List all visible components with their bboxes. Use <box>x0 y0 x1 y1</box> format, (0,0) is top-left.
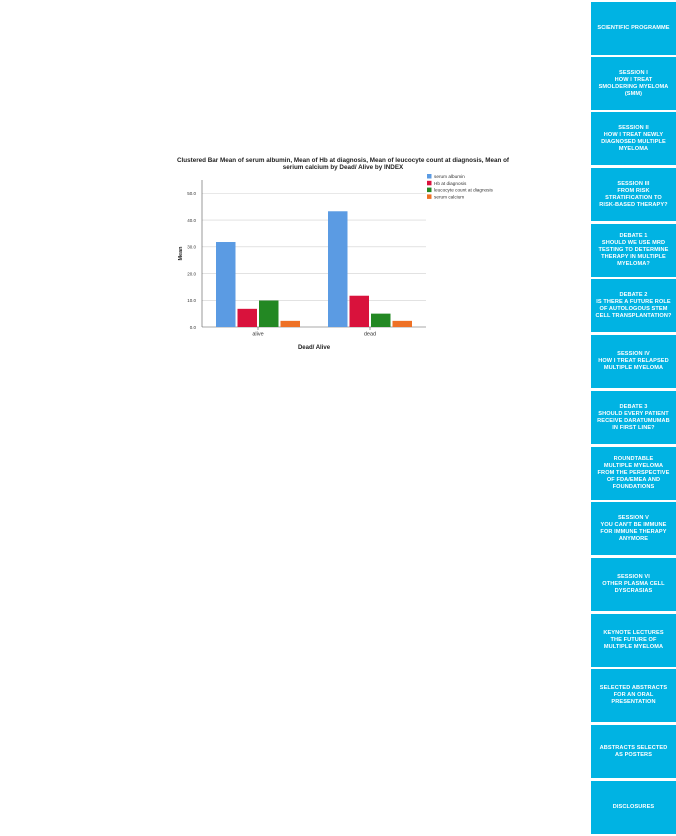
legend-swatch <box>427 188 432 193</box>
x-tick-label: dead <box>363 331 377 338</box>
chart-canvas <box>168 152 518 357</box>
legend-label: Hb at diagnosis <box>434 180 467 186</box>
sidebar-item-label: SESSION II HOW I TREAT NEWLY DIAGNOSED MULTIPLE MYELOMA <box>601 124 666 152</box>
y-axis-title: Mean <box>178 246 184 261</box>
legend-swatch <box>427 174 432 179</box>
sidebar-item-0[interactable] <box>591 2 676 55</box>
sidebar-item-label: DEBATE 2 IS THERE A FUTURE ROLE OF AUTOLOGOUS STEM CELL TRANSPLANTATION? <box>595 291 672 319</box>
sidebar-item-2[interactable] <box>591 112 676 165</box>
bar-leucocyte-count-at-diagnosis-alive <box>259 301 279 327</box>
x-axis-title: Dead/ Alive <box>297 345 331 351</box>
sidebar-item-label: DEBATE 3 SHOULD EVERY PATIENT RECEIVE DARATUMUMAB IN FIRST LINE? <box>597 403 670 431</box>
sidebar-item-label: SESSION I HOW I TREAT SMOLDERING MYELOMA (SMM) <box>598 69 669 97</box>
sidebar-item-4[interactable] <box>591 224 676 277</box>
legend-label: leucocyte count at diagnosis <box>434 187 493 193</box>
legend-label: serum albumin <box>434 174 465 179</box>
bar-serum-calcium-dead <box>393 321 413 327</box>
sidebar-item-label: SESSION IV HOW I TREAT RELAPSED MULTIPLE MYELOMA <box>598 351 669 371</box>
bar-hb-at-diagnosis-alive <box>238 309 258 327</box>
y-tick-label: 0.0 <box>189 324 196 330</box>
chart <box>168 152 518 357</box>
y-tick-label: 50.0 <box>187 191 196 197</box>
legend-label: serum calcium <box>434 194 465 200</box>
sidebar-item-5[interactable] <box>591 279 676 332</box>
bar-hb-at-diagnosis-dead <box>350 296 370 327</box>
sidebar-item-6[interactable] <box>591 335 676 388</box>
sidebar-item-label: DISCLOSURES <box>612 804 655 810</box>
y-tick-label: 30.0 <box>187 244 196 250</box>
sidebar-item-label: ABSTRACTS SELECTED AS POSTERS <box>599 744 668 758</box>
bar-serum-albumin-alive <box>216 242 236 327</box>
sidebar-item-14[interactable] <box>591 781 676 834</box>
sidebar-item-label: SELECTED ABSTRACTS FOR AN ORAL PRESENTATION <box>599 685 668 705</box>
sidebar-item-10[interactable] <box>591 558 676 611</box>
sidebar-item-13[interactable] <box>591 725 676 778</box>
sidebar-item-1[interactable] <box>591 57 676 110</box>
sidebar-item-9[interactable] <box>591 502 676 555</box>
bar-serum-calcium-alive <box>281 321 301 327</box>
sidebar-item-label: DEBATE 1 SHOULD WE USE MRD TESTING TO DETERMINE THERAPY IN MULTIPLE MYELOMA? <box>598 233 669 267</box>
legend-swatch <box>427 181 432 186</box>
sidebar-item-8[interactable] <box>591 447 676 500</box>
sidebar-item-3[interactable] <box>591 168 676 221</box>
bar-leucocyte-count-at-diagnosis-dead <box>371 314 391 327</box>
legend-swatch <box>427 194 432 199</box>
y-tick-label: 20.0 <box>187 271 196 277</box>
sidebar-item-label: SCIENTIFIC PROGRAMME <box>597 25 670 31</box>
y-tick-label: 40.0 <box>187 217 196 223</box>
y-tick-label: 10.0 <box>187 298 196 304</box>
sidebar-item-label: SESSION V YOU CAN'T BE IMMUNE FOR IMMUNE THERAPY ANYMORE <box>600 514 667 542</box>
sidebar-item-11[interactable] <box>591 614 676 667</box>
sidebar-item-12[interactable] <box>591 669 676 722</box>
sidebar-item-label: ROUNDTABLE MULTIPLE MYELOMA FROM THE PERSPECTIVE OF FDA/EMEA AND FOUNDATIONS <box>597 456 670 490</box>
sidebar-nav <box>591 0 676 836</box>
chart-title: Clustered Bar Mean of serum albumin, Mean of Hb at diagnosis, Mean of leucocyte count at diagnosis, Mean of serium calcium by Dead/ Alive by INDEX <box>176 157 510 171</box>
sidebar-item-label: KEYNOTE LECTURES THE FUTURE OF MULTIPLE MYELOMA <box>603 630 664 650</box>
sidebar-item-label: SESSION VI OTHER PLASMA CELL DYSCRASIAS <box>602 574 665 594</box>
sidebar-item-7[interactable] <box>591 391 676 444</box>
sidebar-item-label: SESSION III FROM RISK STRATIFICATION TO RISK-BASED THERAPY? <box>599 180 668 208</box>
bar-serum-albumin-dead <box>328 211 348 327</box>
x-tick-label: alive <box>252 331 264 338</box>
